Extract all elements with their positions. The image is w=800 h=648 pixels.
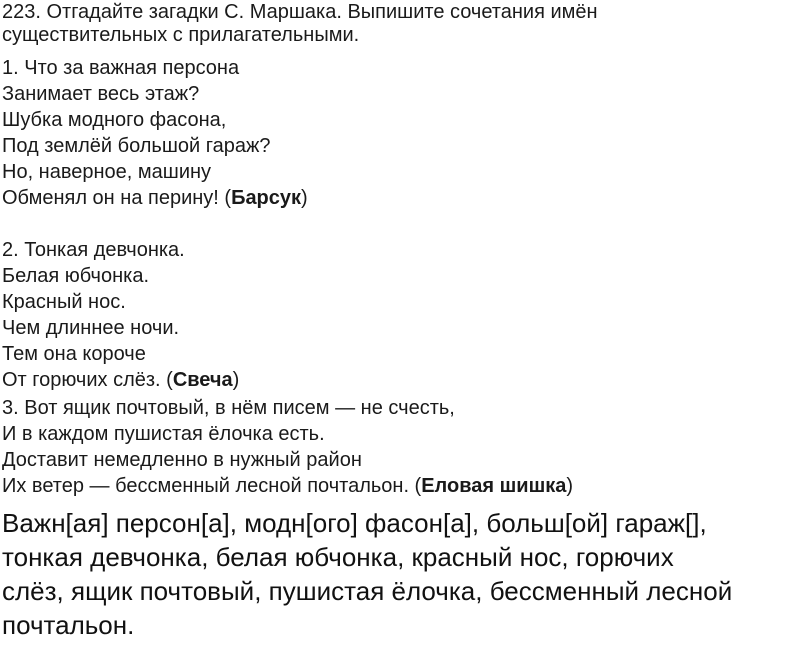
solution-line: тонкая девчонка, белая юбчонка, красный нос, горючих: [2, 542, 674, 572]
riddle-line: Чем длиннее ночи.: [2, 317, 180, 339]
riddle-last-line-prefix: От горючих слёз. (: [2, 369, 173, 391]
task-header: [2, 0, 798, 47]
riddle-line: Доставит немедленно в нужный район: [2, 449, 362, 471]
riddle-answer: Барсук: [231, 187, 302, 209]
riddle-line: 3. Вот ящик почтовый, в нём писем — не счесть,: [2, 397, 455, 419]
riddle-line: И в каждом пушистая ёлочка есть.: [2, 423, 325, 445]
riddle-line: 1. Что за важная персона: [2, 57, 240, 79]
riddle-answer: Еловая шишка: [421, 475, 567, 497]
riddle-last-line: [2, 185, 798, 211]
solution-line: Важн[ая] персон[а], модн[ого] фасон[а], больш[ой] гараж[],: [2, 508, 707, 538]
solution-line: почтальон.: [2, 610, 135, 640]
riddle-line: Занимает весь этаж?: [2, 83, 200, 105]
task-text-line-2: существительных с прилагательными.: [2, 24, 360, 46]
riddle-1: [2, 55, 798, 211]
document-page: [2, 0, 798, 642]
task-text-line-1: 223. Отгадайте загадки С. Маршака. Выпишите сочетания имён: [2, 1, 598, 23]
riddle-last-line: [2, 473, 798, 499]
riddle-line: Но, наверное, машину: [2, 161, 212, 183]
riddle-line: Тем она короче: [2, 343, 146, 365]
riddle-answer: Свеча: [172, 369, 233, 391]
riddle-line: Под землёй большой гараж?: [2, 135, 271, 157]
riddle-last-line: [2, 367, 798, 393]
riddle-line: Белая юбчонка.: [2, 265, 150, 287]
riddle-line: Шубка модного фасона,: [2, 109, 227, 131]
riddle-last-line-suffix: ): [301, 187, 308, 209]
riddle-line: 2. Тонкая девчонка.: [2, 239, 185, 261]
solution-block: [2, 506, 798, 642]
riddle-line: Красный нос.: [2, 291, 126, 313]
riddle-last-line-suffix: ): [232, 369, 240, 391]
riddle-last-line-prefix: Их ветер — бессменный лесной почтальон. (: [2, 475, 422, 497]
solution-line: слёз, ящик почтовый, пушистая ёлочка, бессменный лесной: [2, 576, 733, 606]
riddle-2: [2, 237, 798, 393]
riddle-last-line-prefix: Обменял он на перину! (: [2, 187, 232, 209]
riddle-last-line-suffix: ): [566, 475, 574, 497]
riddle-3: [2, 395, 798, 499]
